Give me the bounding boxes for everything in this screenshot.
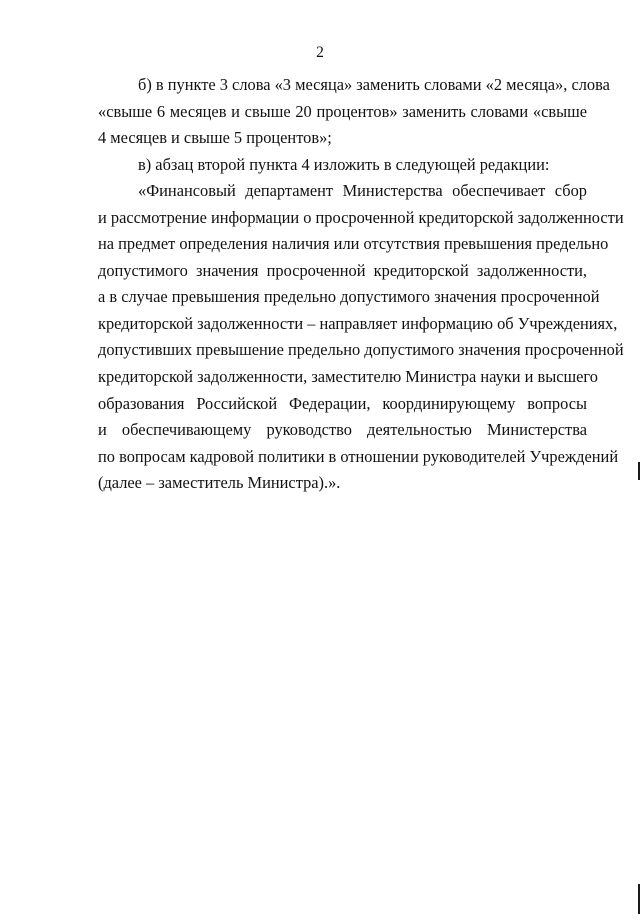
quote-line-8: кредиторской задолженности, заместителю Министра науки и высшего: [98, 367, 598, 387]
quote-line-12: (далее – заместитель Министра).».: [98, 473, 341, 493]
paragraph-b-line-1: б) в пункте 3 слова «3 месяца» заменить словами «2 месяца», слова: [138, 75, 610, 94]
paragraph-b-line-3: 4 месяцев и свыше 5 процентов»;: [98, 128, 332, 148]
page-number: 2: [316, 44, 324, 61]
quote-line-2: и рассмотрение информации о просроченной кредиторской задолженности: [98, 207, 624, 227]
paragraph-v-line-1: в) абзац второй пункта 4 изложить в следующей редакции:: [138, 154, 550, 174]
quote-line-3: на предмет определения наличия или отсутствия превышения предельно: [98, 234, 609, 254]
quote-line-5: а в случае превышения предельно допустимого значения просроченной: [98, 287, 600, 307]
quote-line-1: «Финансовый департамент Министерства обеспечивает сбор: [138, 181, 587, 201]
paragraph-v: [98, 152, 587, 179]
quote-line-10: и обеспечивающему руководство деятельностью Министерства: [98, 420, 587, 440]
quote-line-6: кредиторской задолженности – направляет информацию об Учреждениях,: [98, 313, 618, 333]
paragraph-b-line-2: «свыше 6 месяцев и свыше 20 процентов» заменить словами «свыше: [98, 101, 587, 121]
paragraph-b: [98, 72, 610, 152]
quote-line-9: образования Российской Федерации, координирующему вопросы: [98, 393, 587, 413]
quote-line-4: допустимого значения просроченной кредиторской задолженности,: [98, 260, 587, 280]
paragraph-quote: [98, 178, 624, 497]
quote-line-7: допустивших превышение предельно допустимого значения просроченной: [98, 340, 624, 360]
document-body: [98, 72, 624, 497]
quote-line-11: по вопросам кадровой политики в отношении руководителей Учреждений: [98, 446, 619, 466]
